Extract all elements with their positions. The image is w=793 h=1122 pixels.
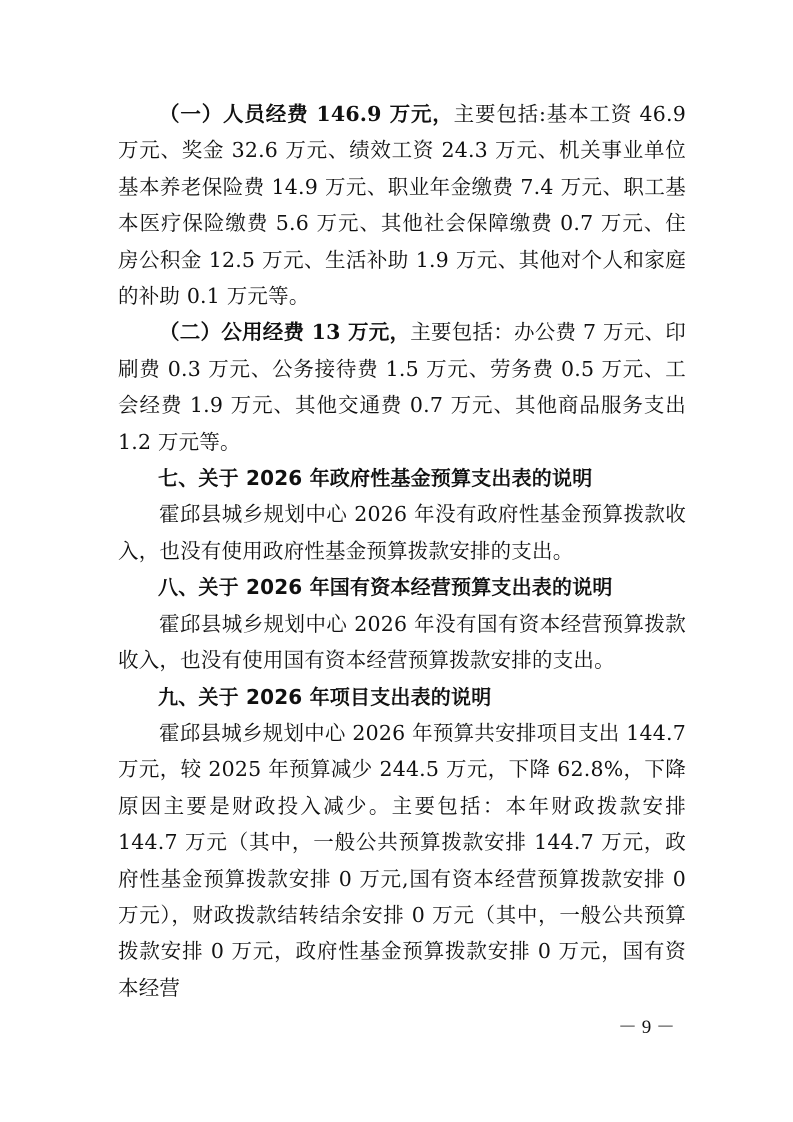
paragraph-text-public: 主要包括：办公费 7 万元、印刷费 0.3 万元、公务接待费 1.5 万元、劳务费 0.5 万元、工会经费 1.9 万元、其他交通费 0.7 万元、其他商品服务支出 1.2 万元等。 <box>118 320 686 454</box>
paragraph-lead-public: （二）公用经费 13 万元， <box>159 320 411 345</box>
section-text-8: 霍邱县城乡规划中心 2026 年没有国有资本经营预算拨款收入，也没有使用国有资本经营预算拨款安排的支出。 <box>118 611 686 673</box>
section-heading-7: 七、关于 2026 年政府性基金预算支出表的说明 <box>158 466 593 491</box>
document-body <box>118 96 686 1006</box>
section-text-7: 霍邱县城乡规划中心 2026 年没有政府性基金预算拨款收入，也没有使用政府性基金预算拨款安排的支出。 <box>118 502 686 563</box>
paragraph-text-personnel: 主要包括:基本工资 46.9 万元、奖金 32.6 万元、绩效工资 24.3 万元、机关事业单位基本养老保险费 14.9 万元、职业年金缴费 7.4 万元、职工基本医疗保险缴费 5.6 万元、其他社会保障缴费 0.7 万元、住房公积金 12.5 万元、生活补助 1.9 万元、其他对个人和家庭的补助 0.1 万元等。 <box>118 102 686 309</box>
section-heading-9: 九、关于 2026 年项目支出表的说明 <box>158 684 492 709</box>
paragraph-public-expenses <box>118 314 686 460</box>
paragraph-lead-personnel: （一）人员经费 146.9 万元， <box>159 102 454 126</box>
section-heading-8: 八、关于 2026 年国有资本经营预算支出表的说明 <box>158 575 613 600</box>
section-text-9: 霍邱县城乡规划中心 2026 年预算共安排项目支出 144.7 万元，较 2025 年预算减少 244.5 万元，下降 62.8%，下降原因主要是财政投入减少。主要包括：本年财政拨款安排 144.7 万元（其中，一般公共预算拨款安排 144.7 万元，政府性基金预算拨款安排 0 万元,国有资本经营预算拨款安排 0 万元），财政拨款结转结余安排 0 万元（其中，一般公共预算拨款安排 0 万元，政府性基金预算拨款安排 0 万元，国有资本经营 <box>118 720 686 1000</box>
paragraph-personnel-expenses <box>118 96 686 314</box>
page-number: － 9 － <box>617 1017 675 1038</box>
